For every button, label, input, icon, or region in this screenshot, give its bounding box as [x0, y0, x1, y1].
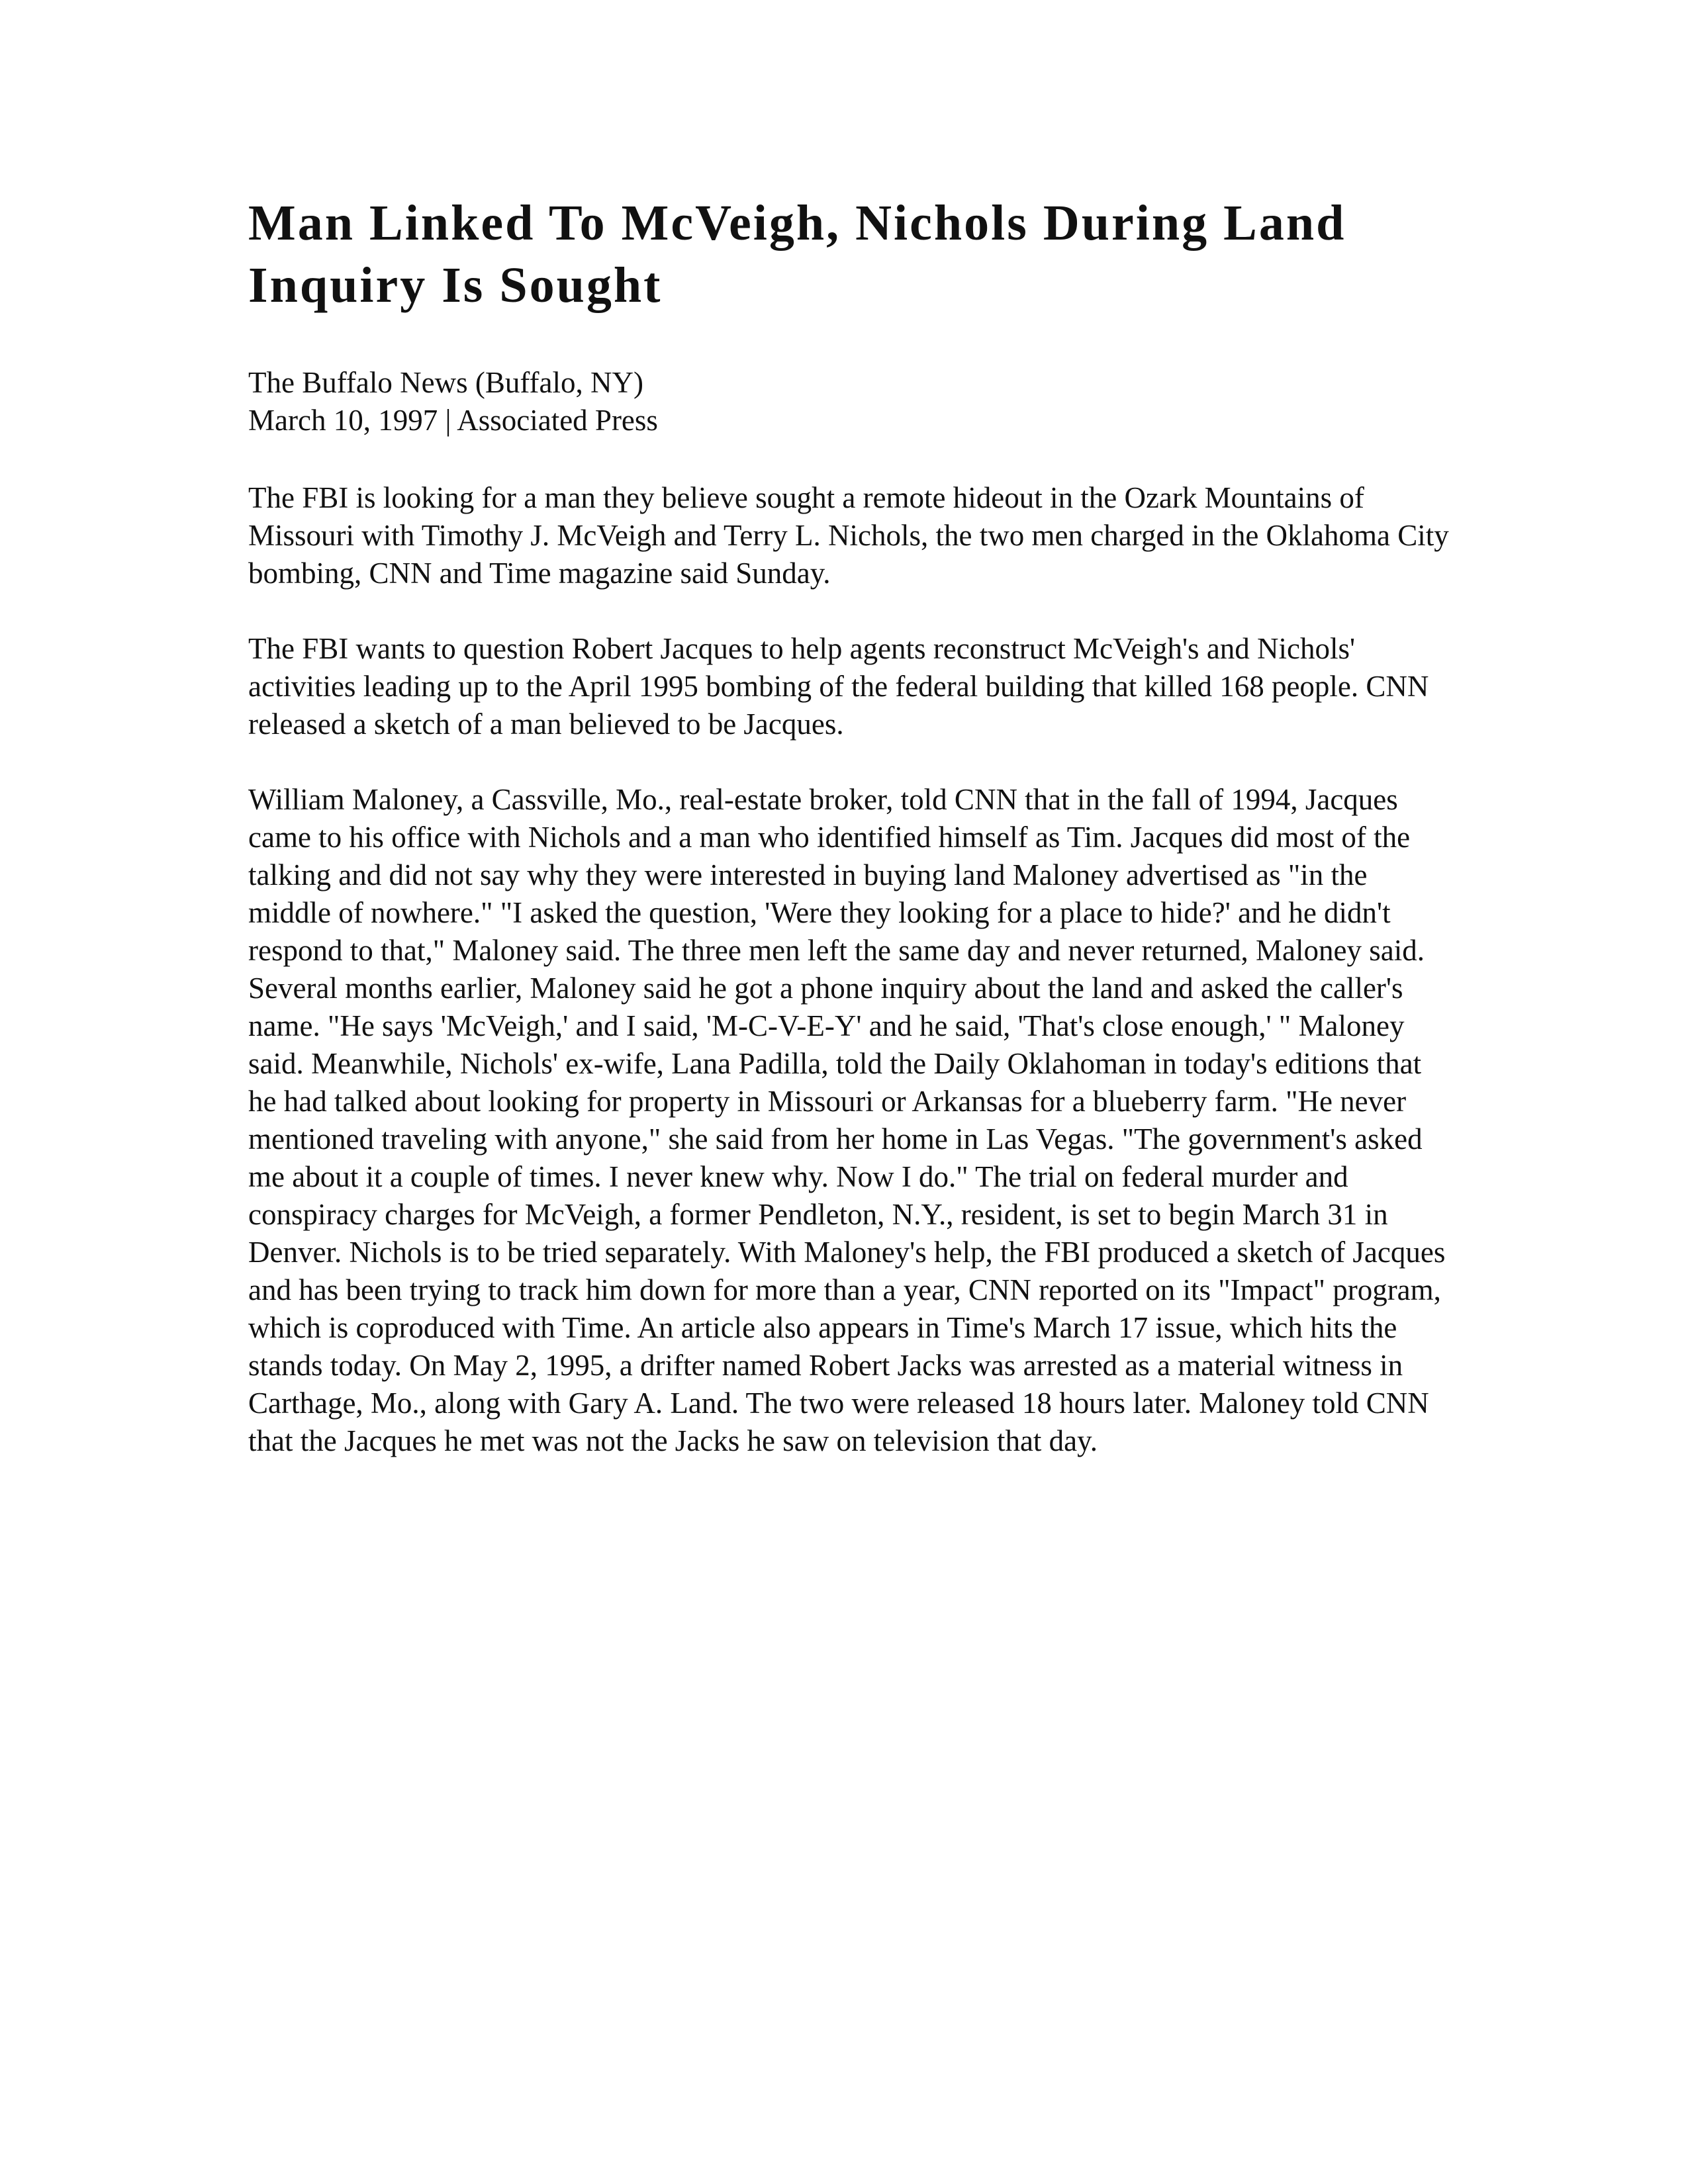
article-body: [248, 479, 1453, 1460]
article-paragraph-3: William Maloney, a Cassville, Mo., real-estate broker, told CNN that in the fall of 1994, Jacques came to his office with Nichols and a man who identified himself as Tim. Jacques did most of the talking and did not say why they were interested in buying land Maloney advertised as "in the middle of nowhere." "I asked the question, 'Were they looking for a place to hide?' and he didn't respond to that," Maloney said. The three men left the same day and never returned, Maloney said. Several months earlier, Maloney said he got a phone inquiry about the land and asked the caller's name. "He says 'McVeigh,' and I said, 'M-C-V-E-Y' and he said, 'That's close enough,' " Maloney said. Meanwhile, Nichols' ex-wife, Lana Padilla, told the Daily Oklahoman in today's editions that he had talked about looking for property in Missouri or Arkansas for a blueberry farm. "He never mentioned traveling with anyone," she said from her home in Las Vegas. "The government's asked me about it a couple of times. I never knew why. Now I do." The trial on federal murder and conspiracy charges for McVeigh, a former Pendleton, N.Y., resident, is set to begin March 31 in Denver. Nichols is to be tried separately. With Maloney's help, the FBI produced a sketch of Jacques and has been trying to track him down for more than a year, CNN reported on its "Impact" program, which is coproduced with Time. An article also appears in Time's March 17 issue, which hits the stands today. On May 2, 1995, a drifter named Robert Jacks was arrested as a material witness in Carthage, Mo., along with Gary A. Land. The two were released 18 hours later. Maloney told CNN that the Jacques he met was not the Jacks he saw on television that day.: [248, 783, 1446, 1457]
article-meta: [248, 364, 1453, 439]
article-dateline: March 10, 1997 | Associated Press: [248, 404, 658, 437]
article-source: The Buffalo News (Buffalo, NY): [248, 366, 643, 399]
article-paragraph-1: The FBI is looking for a man they believe sought a remote hideout in the Ozark Mountains of Missouri with Timothy J. McVeigh and Terry L. Nichols, the two men charged in the Oklahoma City bombing, CNN and Time magazine said Sunday.: [248, 481, 1449, 590]
article-paragraph-2: The FBI wants to question Robert Jacques to help agents reconstruct McVeigh's and Nichols' activities leading up to the April 1995 bombing of the federal building that killed 168 people. CNN released a sketch of a man believed to be Jacques.: [248, 632, 1429, 741]
article-page: [248, 192, 1453, 1498]
article-headline: Man Linked To McVeigh, Nichols During Land Inquiry Is Sought: [248, 195, 1346, 313]
